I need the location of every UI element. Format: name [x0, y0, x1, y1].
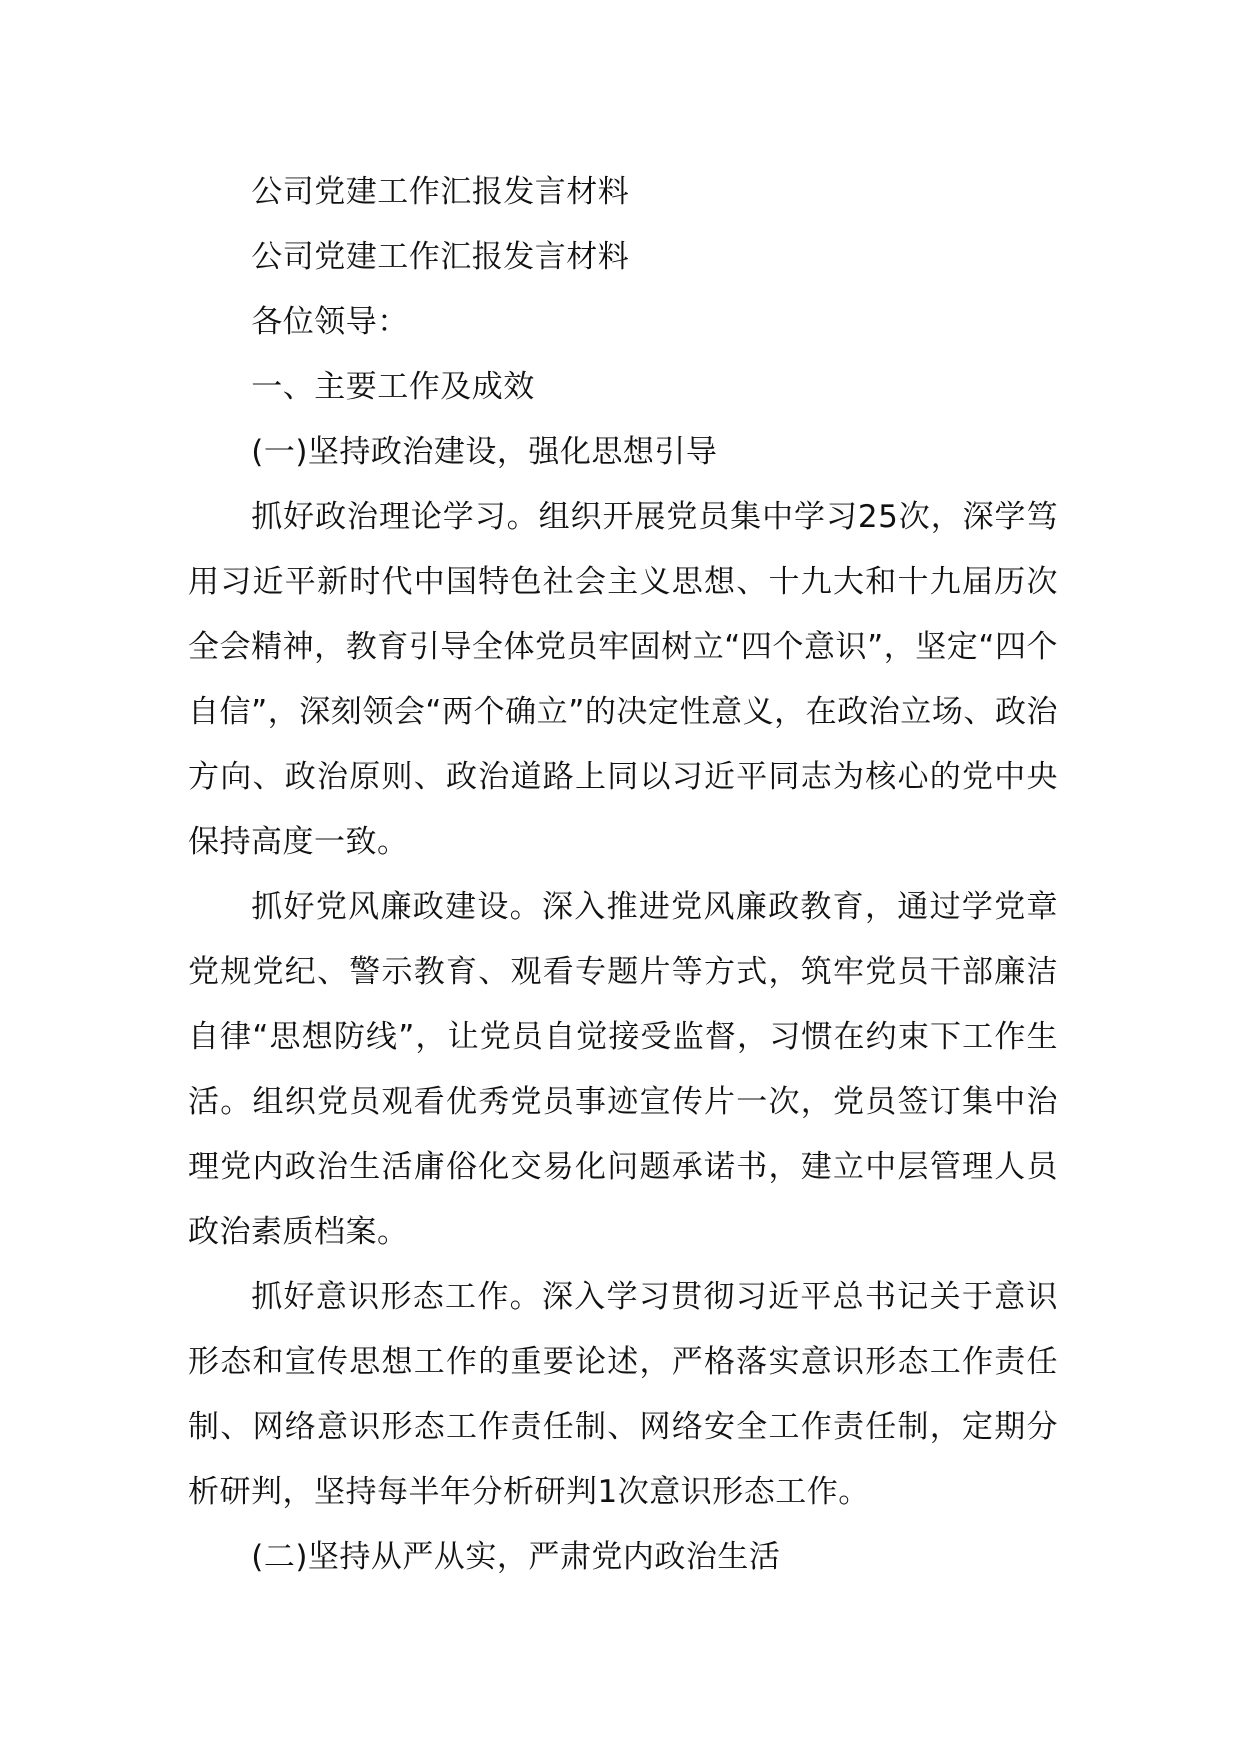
body-paragraph: 抓好政治理论学习。组织开展党员集中学习25次，深学笃用习近平新时代中国特色社会主义思想、十九大和十九届历次全会精神，教育引导全体党员牢固树立“四个意识”，坚定“四个自信”，深刻领会“两个确立”的决定性意义，在政治立场、政治方向、政治原则、政治道路上同以习近平同志为核心的党中央保持高度一致。 [188, 499, 1058, 860]
document-title: 公司党建工作汇报发言材料 [251, 174, 630, 210]
subsection-heading: (二)坚持从严从实，严肃党内政治生活 [251, 1539, 781, 1575]
document-subtitle: 公司党建工作汇报发言材料 [251, 239, 630, 275]
section-heading: 一、主要工作及成效 [251, 369, 535, 405]
subsection-heading: (一)坚持政治建设，强化思想引导 [251, 434, 718, 470]
document-body [188, 160, 1058, 1590]
body-paragraph: 抓好意识形态工作。深入学习贯彻习近平总书记关于意识形态和宣传思想工作的重要论述，严格落实意识形态工作责任制、网络意识形态工作责任制、网络安全工作责任制，定期分析研判，坚持每半年分析研判1次意识形态工作。 [188, 1279, 1058, 1510]
body-paragraph: 抓好党风廉政建设。深入推进党风廉政教育，通过学党章党规党纪、警示教育、观看专题片等方式，筑牢党员干部廉洁自律“思想防线”，让党员自觉接受监督，习惯在约束下工作生活。组织党员观看优秀党员事迹宣传片一次，党员签订集中治理党内政治生活庸俗化交易化问题承诺书，建立中层管理人员政治素质档案。 [188, 889, 1058, 1250]
salutation: 各位领导： [251, 304, 409, 340]
